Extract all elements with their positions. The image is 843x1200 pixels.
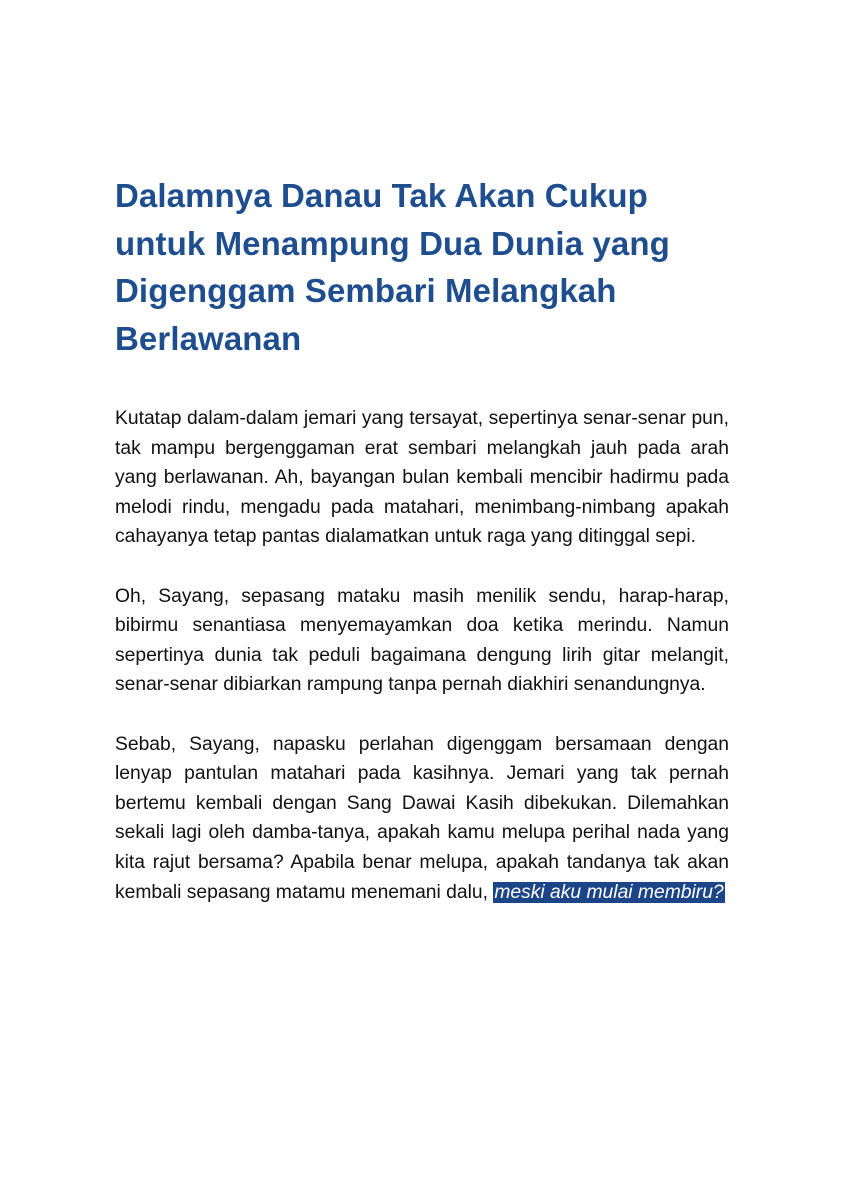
paragraph-3 [115, 730, 729, 908]
paragraph-1: Kutatap dalam-dalam jemari yang tersayat, sepertinya senar-senar pun, tak mampu bergenggaman erat sembari melangkah jauh pada arah yang berlawanan. Ah, bayangan bulan kembali mencibir hadirmu pada melodi rindu, mengadu pada matahari, menimbang-nimbang apakah cahayanya tetap pantas dialamatkan untuk raga yang ditinggal sepi. [115, 408, 729, 548]
document-title: Dalamnya Danau Tak Akan Cukup untuk Menampung Dua Dunia yang Digenggam Sembari Melangkah Berlawanan [115, 177, 670, 357]
paragraph-3-text: Sebab, Sayang, napasku perlahan digenggam bersamaan dengan lenyap pantulan matahari pada kasihnya. Jemari yang tak pernah bertemu kembali dengan Sang Dawai Kasih dibekukan. Dilemahkan sekali lagi oleh damba-tanya, apakah kamu melupa perihal nada yang kita rajut bersama? Apabila benar melupa, apakah tandanya tak akan kembali sepasang matamu menemani dalu, [115, 733, 729, 903]
paragraph-2: Oh, Sayang, sepasang mataku masih menilik sendu, harap-harap, bibirmu senantiasa menyemayamkan doa ketika merindu. Namun sepertinya dunia tak peduli bagaimana dengung lirih gitar melangit, senar-senar dibiarkan rampung tanpa pernah diakhiri senandungnya. [115, 585, 729, 696]
document-page [115, 172, 729, 907]
highlighted-selection[interactable]: meski aku mulai membiru? [494, 881, 724, 903]
